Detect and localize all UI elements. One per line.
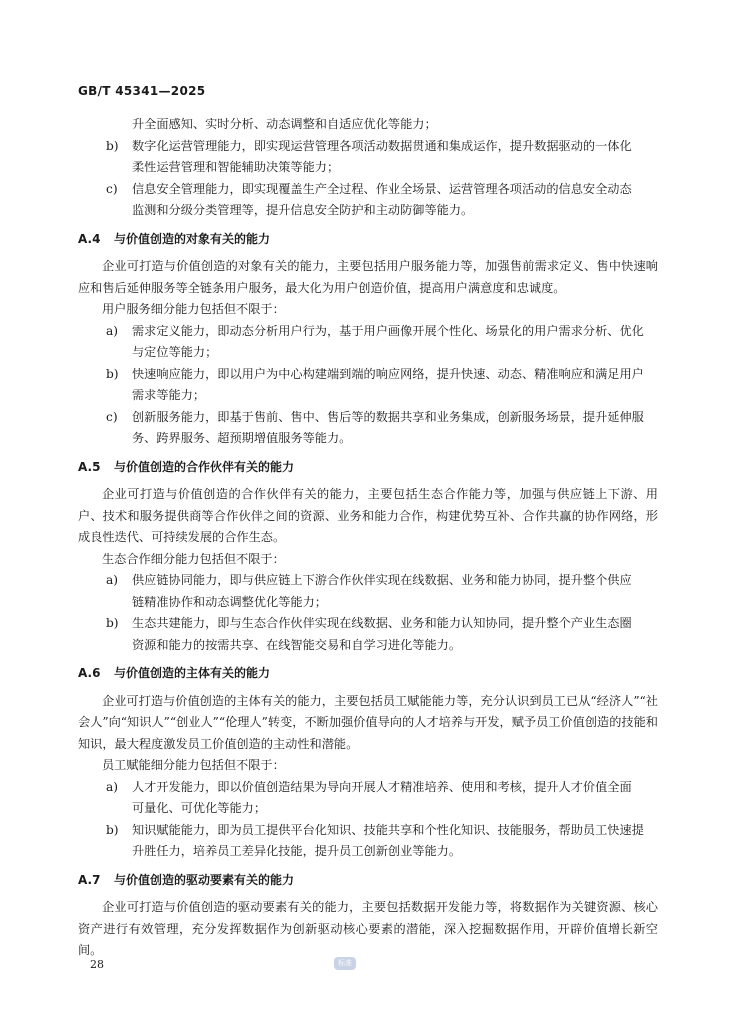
page-body	[78, 114, 658, 962]
list-item	[78, 777, 658, 820]
section-title: 与价值创造的驱动要素有关的能力	[114, 872, 295, 887]
list-item	[78, 136, 658, 179]
list-item	[78, 820, 658, 863]
list-text: 供应链协同能力，即与供应链上下游合作伙伴实现在线数据、业务和能力协同，提升整个供应 链精准协作和动态调整优化等能力；	[132, 573, 632, 609]
section-heading	[78, 229, 658, 251]
list-text: 快速响应能力，即以用户为中心构建端到端的响应网络，提升快速、动态、精准响应和满足用户 需求等能力；	[132, 366, 644, 402]
list-marker: b)	[106, 822, 119, 837]
section-heading	[78, 457, 658, 479]
list-text: 人才开发能力，即以价值创造结果为导向开展人才精准培养、使用和考核，提升人才价值全面 可量化、可优化等能力；	[132, 779, 632, 815]
section-paragraph: 企业可打造与价值创造的驱动要素有关的能力，主要包括数据开发能力等，将数据作为关键资源、核心资产进行有效管理，充分发挥数据作为创新驱动核心要素的潜能，深入挖掘数据作用，开辟价值增长新空间。	[78, 900, 658, 957]
section-title: 与价值创造的合作伙伴有关的能力	[114, 459, 295, 474]
list-marker: c)	[106, 181, 118, 196]
list-item	[78, 364, 658, 407]
section-number: A.4	[78, 231, 101, 246]
section-title: 与价值创造的主体有关的能力	[114, 666, 271, 680]
section-heading	[78, 870, 658, 892]
list-text: 创新服务能力，即基于售前、售中、售后等的数据共享和业务集成，创新服务场景，提升延伸服 务、跨界服务、超预期增值服务等能力。	[132, 409, 644, 445]
intro-list	[78, 136, 658, 222]
list-text: 数字化运营管理能力，即实现运营管理各项活动数据贯通和集成运作，提升数据驱动的一体化 柔性运营管理和智能辅助决策等能力；	[132, 138, 632, 174]
list-marker: a)	[106, 779, 119, 794]
section-paragraph: 企业可打造与价值创造的主体有关的能力，主要包括员工赋能能力等，充分认识到员工已从“经济人”“社会人”向“知识人”“创业人”“伦理人”转变，不断加强价值导向的人才培养与开发，赋予员工价值创造的技能和知识，最大程度激发员工价值创造的主动性和潜能。	[78, 693, 658, 751]
section-paragraph: 企业可打造与价值创造的合作伙伴有关的能力，主要包括生态合作能力等，加强与供应链上下游、用户、技术和服务提供商等合作伙伴之间的资源、业务和能力合作，构建优势互补、合作共赢的协作网络，形成良性迭代、可持续发展的合作生态。	[78, 487, 658, 544]
list-lead: 用户服务细分能力包括但不限于：	[102, 302, 285, 316]
document-code-header: GB/T 45341—2025	[78, 84, 206, 98]
list-lead: 员工赋能细分能力包括但不限于：	[102, 758, 285, 772]
list-item	[78, 570, 658, 613]
page-number: 28	[90, 958, 104, 971]
list-lead: 生态合作细分能力包括但不限于：	[102, 551, 285, 566]
list-item	[78, 613, 658, 656]
section-number: A.6	[78, 666, 101, 680]
continuation-line: 升全面感知、实时分析、动态调整和自适应优化等能力；	[132, 117, 437, 131]
list-marker: a)	[106, 573, 119, 587]
list-item	[78, 407, 658, 450]
list-text: 知识赋能能力，即为员工提供平台化知识、技能共享和个性化知识、技能服务，帮助员工快速提 升胜任力，培养员工差异化技能，提升员工创新创业等能力。	[132, 822, 644, 858]
section-number: A.5	[78, 459, 101, 474]
section-number: A.7	[78, 872, 101, 887]
list-item	[78, 179, 658, 222]
section-paragraph: 企业可打造与价值创造的对象有关的能力，主要包括用户服务能力等，加强售前需求定义、售中快速响应和售后延伸服务等全链条用户服务，最大化为用户创造价值，提高用户满意度和忠诚度。	[78, 259, 658, 295]
list-text: 信息安全管理能力，即实现覆盖生产全过程、作业全场景、运营管理各项活动的信息安全动态 监测和分级分类管理等，提升信息安全防护和主动防御等能力。	[132, 181, 632, 217]
list-marker: b)	[106, 138, 119, 153]
list-text: 生态共建能力，即与生态合作伙伴实现在线数据、业务和能力认知协同，提升整个产业生态圈 资源和能力的按需共享、在线智能交易和自学习进化等能力。	[132, 616, 632, 652]
list-item	[78, 321, 658, 364]
section-title: 与价值创造的对象有关的能力	[114, 231, 271, 246]
list-marker: a)	[106, 323, 119, 338]
section-heading	[78, 663, 658, 685]
list-marker: b)	[106, 366, 119, 381]
list-marker: b)	[106, 616, 119, 630]
list-marker: c)	[106, 409, 118, 424]
list-text: 需求定义能力，即动态分析用户行为，基于用户画像开展个性化、场景化的用户需求分析、优化 与定位等能力；	[132, 323, 644, 359]
watermark-logo: 标准	[334, 957, 356, 970]
